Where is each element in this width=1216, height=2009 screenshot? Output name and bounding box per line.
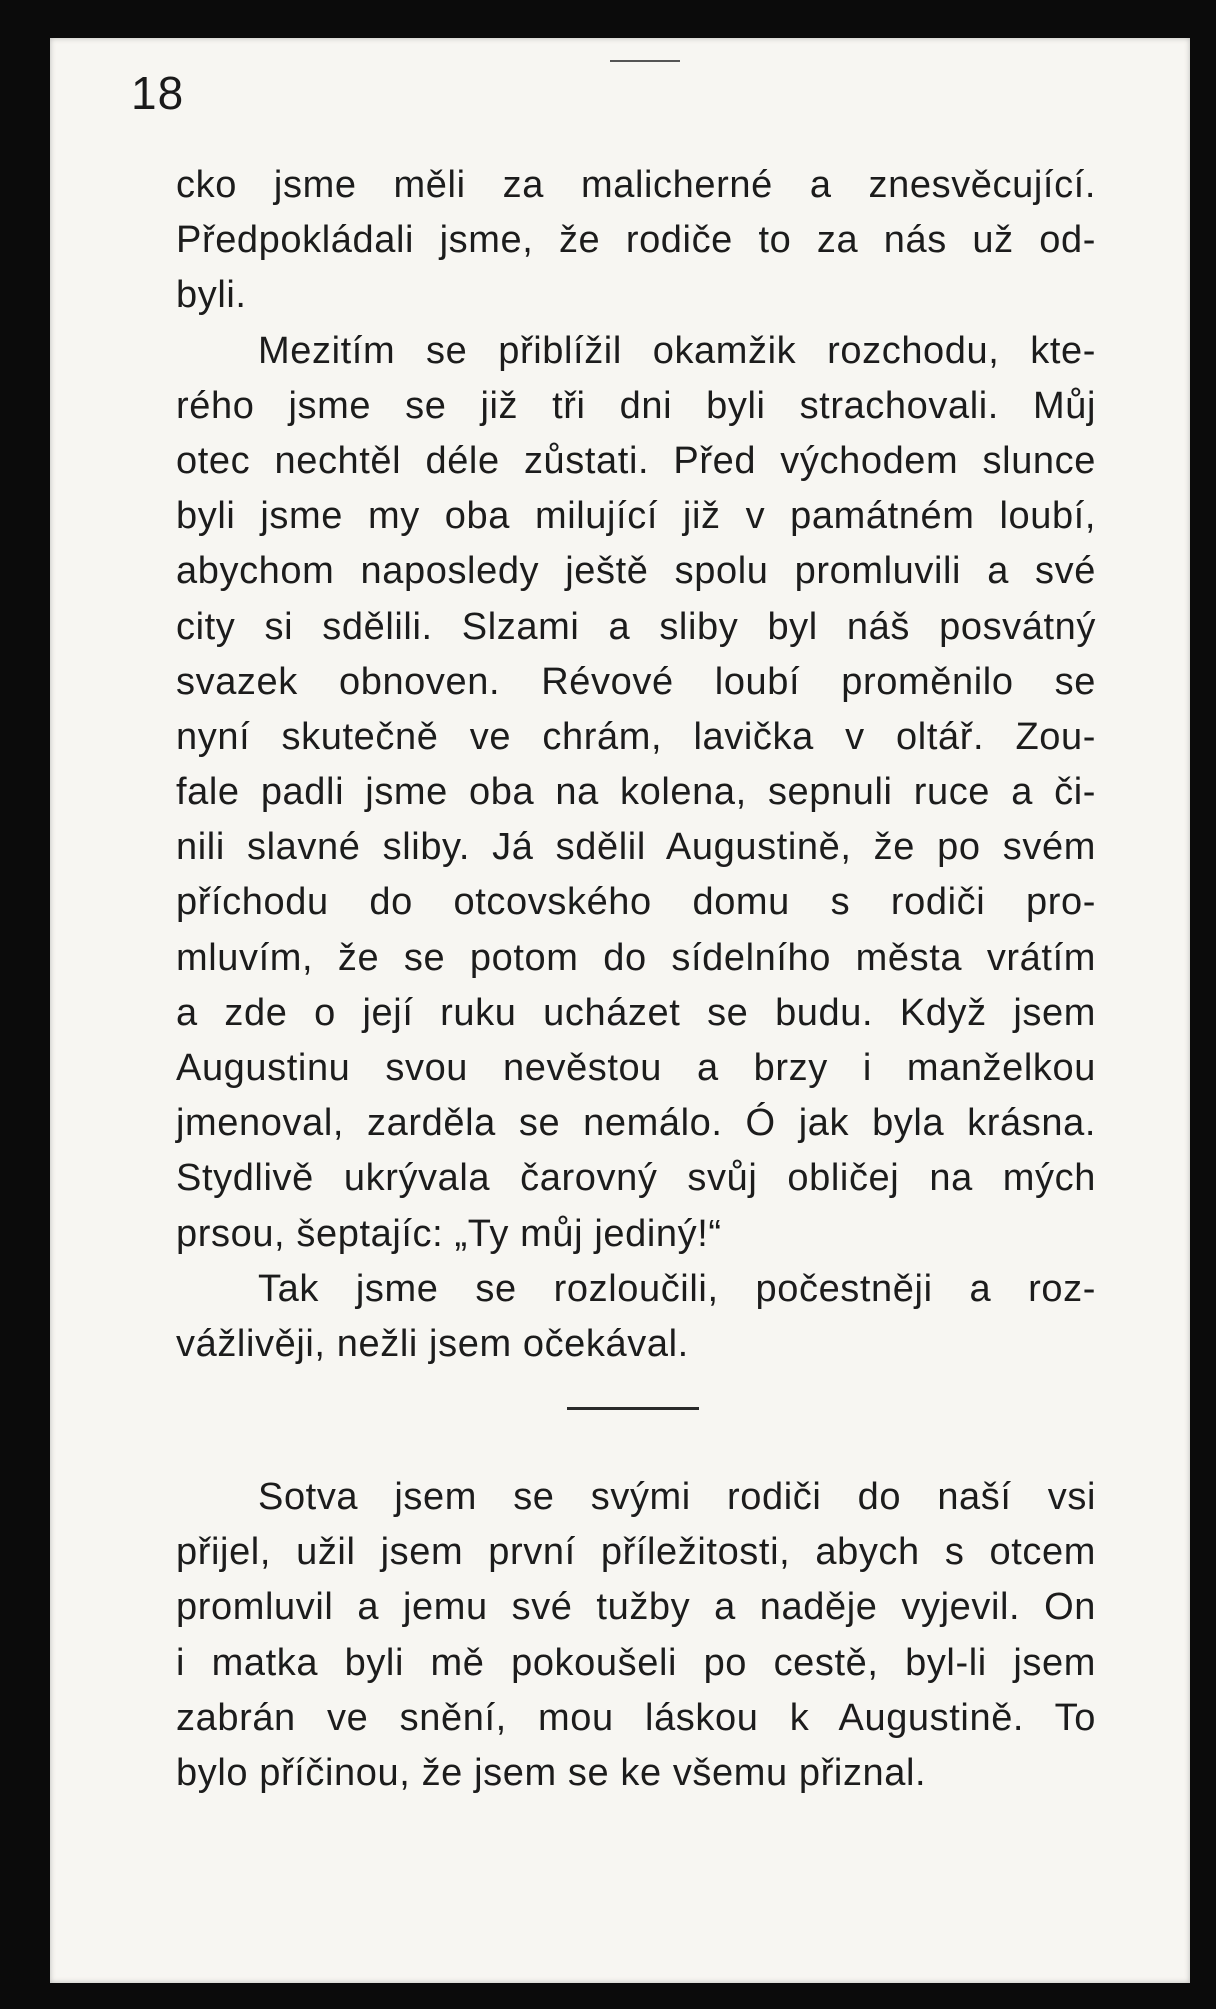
text-line: Sotva jsem se svými rodiči do naší vsi — [258, 1476, 1096, 1518]
text-line: prsou, šeptajíc: „Ty můj jediný!“ — [176, 1212, 722, 1255]
text-line: přijel, užil jsem první příležitosti, abych s otcem — [176, 1531, 1096, 1574]
text-line: Předpokládali jsme, že rodiče to za nás už od- — [176, 219, 1096, 262]
text-line: bylo příčinou, že jsem se ke všemu přiznal. — [176, 1751, 927, 1794]
text-line: rého jsme se již tři dni byli strachovali. Můj — [176, 384, 1096, 427]
text-line: zabrán ve snění, mou láskou k Augustině. To — [176, 1696, 1096, 1739]
text-line: vážlivěji, nežli jsem očekával. — [176, 1322, 689, 1365]
section-divider — [567, 1407, 699, 1410]
text-line: promluvil a jemu své tužby a naděje vyjevil. On — [176, 1586, 1096, 1629]
scan-edge — [1190, 0, 1216, 2009]
text-line: Tak jsme se rozloučili, počestněji a roz- — [258, 1267, 1096, 1310]
text-line: i matka byli mě pokoušeli po cestě, byl-li jsem — [176, 1641, 1096, 1684]
text-line: byli jsme my oba milující již v památném loubí, — [176, 495, 1096, 538]
text-line: Mezitím se přiblížil okamžik rozchodu, kte- — [258, 329, 1096, 372]
text-line: Stydlivě ukrývala čarovný svůj obličej na mých — [176, 1157, 1096, 1200]
text-line: byli. — [176, 274, 247, 317]
text-line: příchodu do otcovského domu s rodiči pro- — [176, 881, 1096, 924]
page-number: 18 — [131, 67, 185, 119]
text-line: Augustinu svou nevěstou a brzy i manželkou — [176, 1047, 1096, 1089]
text-line: jmenoval, zarděla se nemálo. Ó jak byla krásna. — [176, 1102, 1096, 1145]
section-2-text — [176, 1470, 1096, 1801]
text-line: svazek obnoven. Révové loubí proměnilo se — [176, 660, 1096, 703]
text-line: nili slavné sliby. Já sdělil Augustině, že po svém — [176, 826, 1096, 869]
text-line: city si sdělili. Slzami a sliby byl náš posvátný — [176, 605, 1096, 648]
text-line: abychom naposledy ještě spolu promluvili a své — [176, 550, 1096, 593]
top-edge-mark — [610, 60, 680, 62]
section-1-text — [176, 158, 1096, 1372]
text-line: nyní skutečně ve chrám, lavička v oltář. Zou- — [176, 715, 1096, 758]
text-line: mluvím, že se potom do sídelního města vrátím — [176, 936, 1096, 979]
text-line: otec nechtěl déle zůstati. Před východem slunce — [176, 439, 1096, 482]
text-line: a zde o její ruku ucházet se budu. Když jsem — [176, 991, 1096, 1034]
text-line: cko jsme měli za malicherné a znesvěcující. — [176, 164, 1096, 206]
text-line: fale padli jsme oba na kolena, sepnuli ruce a či- — [176, 771, 1096, 814]
